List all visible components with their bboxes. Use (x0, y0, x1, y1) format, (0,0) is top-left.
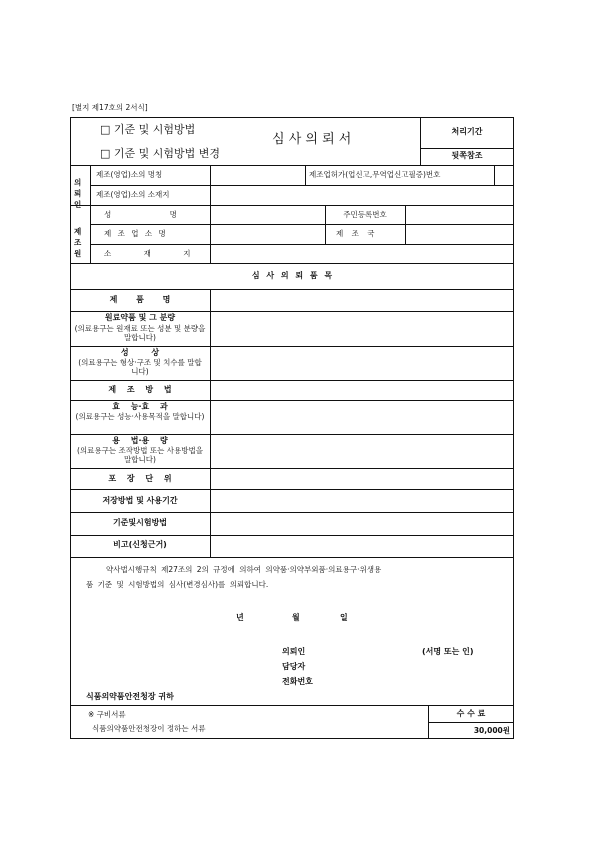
items-section-header: 심 사 의 뢰 품 목 (251, 271, 333, 280)
item-field-test-method[interactable] (211, 513, 513, 534)
field-license-no[interactable] (495, 166, 513, 184)
required-docs-title: ※ 구비서류 (88, 710, 126, 719)
date-year-label: 년 (236, 613, 244, 622)
item-label-packaging-unit: 포 장 단 위 (108, 474, 172, 483)
manufacturer-section-label: 제조원 (74, 227, 82, 258)
item-label-appearance: 성 상 (120, 348, 160, 357)
item-field-dosage[interactable] (211, 435, 513, 467)
item-label-dosage: 용 법·용 량 (112, 436, 168, 445)
item-label-test-method: 기준및시험방법 (112, 518, 168, 527)
see-back-note: 뒷쪽참조 (451, 151, 483, 160)
processing-period-label: 처리기간 (451, 127, 483, 136)
label-license-no: 제조업허가(업신고,무역업신고필증)번호 (309, 170, 441, 179)
statement-line-1: 약사법시행규칙 제27조의 2의 규정에 의하여 의약품·의약부외품·의료용구·위생용 (106, 565, 382, 574)
field-company-name[interactable] (211, 166, 304, 184)
item-label-product-name: 제 품 명 (109, 295, 171, 304)
item-field-storage[interactable] (211, 490, 513, 511)
label-country: 제 조 국 (336, 229, 375, 238)
applicant-section-label: 의뢰인 (74, 178, 82, 209)
label-company-address: 제조(영업)소의 소재지 (96, 190, 170, 199)
field-company-address[interactable] (211, 186, 513, 204)
item-field-remarks[interactable] (211, 536, 513, 556)
fee-label: 수 수 료 (456, 709, 486, 718)
requester-label: 의뢰인 (282, 647, 306, 656)
label-site-name: 제 조 업 소 명 (104, 229, 166, 238)
item-field-manufacturing-method[interactable] (211, 381, 513, 399)
item-note-efficacy: (의료용구는 성능·사용목적을 말합니다) (75, 412, 205, 421)
item-label-ingredients: 원료약품 및 그 분량 (104, 313, 176, 322)
item-note-ingredients: (의료용구는 원재료 또는 성분 및 분량을 말합니다) (74, 324, 206, 342)
item-label-storage: 저장방법 및 사용기간 (102, 496, 178, 505)
item-note-appearance: (의료용구는 형상·구조 및 치수를 말합니다) (78, 358, 202, 376)
date-day-label: 일 (340, 613, 348, 622)
fee-value: 30,000원 (473, 726, 510, 735)
date-month-label: 월 (292, 613, 300, 622)
phone-label: 전화번호 (282, 677, 313, 686)
field-name[interactable] (211, 206, 324, 223)
contact-person-label: 담당자 (282, 662, 306, 671)
label-resident-no: 주민등록번호 (343, 210, 387, 219)
item-field-appearance[interactable] (211, 347, 513, 379)
field-location[interactable] (211, 245, 513, 262)
label-name: 성 명 (104, 210, 177, 219)
field-country[interactable] (406, 225, 513, 243)
item-field-ingredients[interactable] (211, 312, 513, 345)
field-site-name[interactable] (211, 225, 324, 243)
item-field-efficacy[interactable] (211, 401, 513, 433)
form-number-tag: [별지 제17호의 2서식] (72, 103, 148, 112)
label-company-name: 제조(영업)소의 명칭 (96, 170, 163, 179)
item-label-remarks: 비고(신청근거) (113, 540, 167, 549)
addressee: 식품의약품안전청장 귀하 (86, 692, 174, 701)
item-label-manufacturing-method: 제 조 방 법 (108, 385, 172, 394)
item-label-efficacy: 효 능·효 과 (112, 402, 168, 411)
required-docs-item: 식품의약품안전청장이 정하는 서류 (92, 724, 206, 733)
item-note-dosage: (의료용구는 조작방법 또는 사용방법을 말합니다) (77, 446, 203, 464)
checkbox-option-standard[interactable]: □ 기준 및 시험방법 (100, 123, 196, 136)
form-title: 심 사 의 뢰 서 (272, 132, 352, 147)
field-resident-no[interactable] (406, 206, 513, 223)
label-location: 소 재 지 (104, 249, 191, 258)
item-field-product-name[interactable] (211, 290, 513, 310)
signature-label: (서명 또는 인) (422, 647, 474, 656)
statement-line-2: 품 기준 및 시험방법의 심사(변경심사)를 의뢰합니다. (86, 580, 269, 589)
checkbox-option-standard-change[interactable]: □ 기준 및 시험방법 변경 (100, 147, 221, 160)
item-field-packaging-unit[interactable] (211, 469, 513, 488)
